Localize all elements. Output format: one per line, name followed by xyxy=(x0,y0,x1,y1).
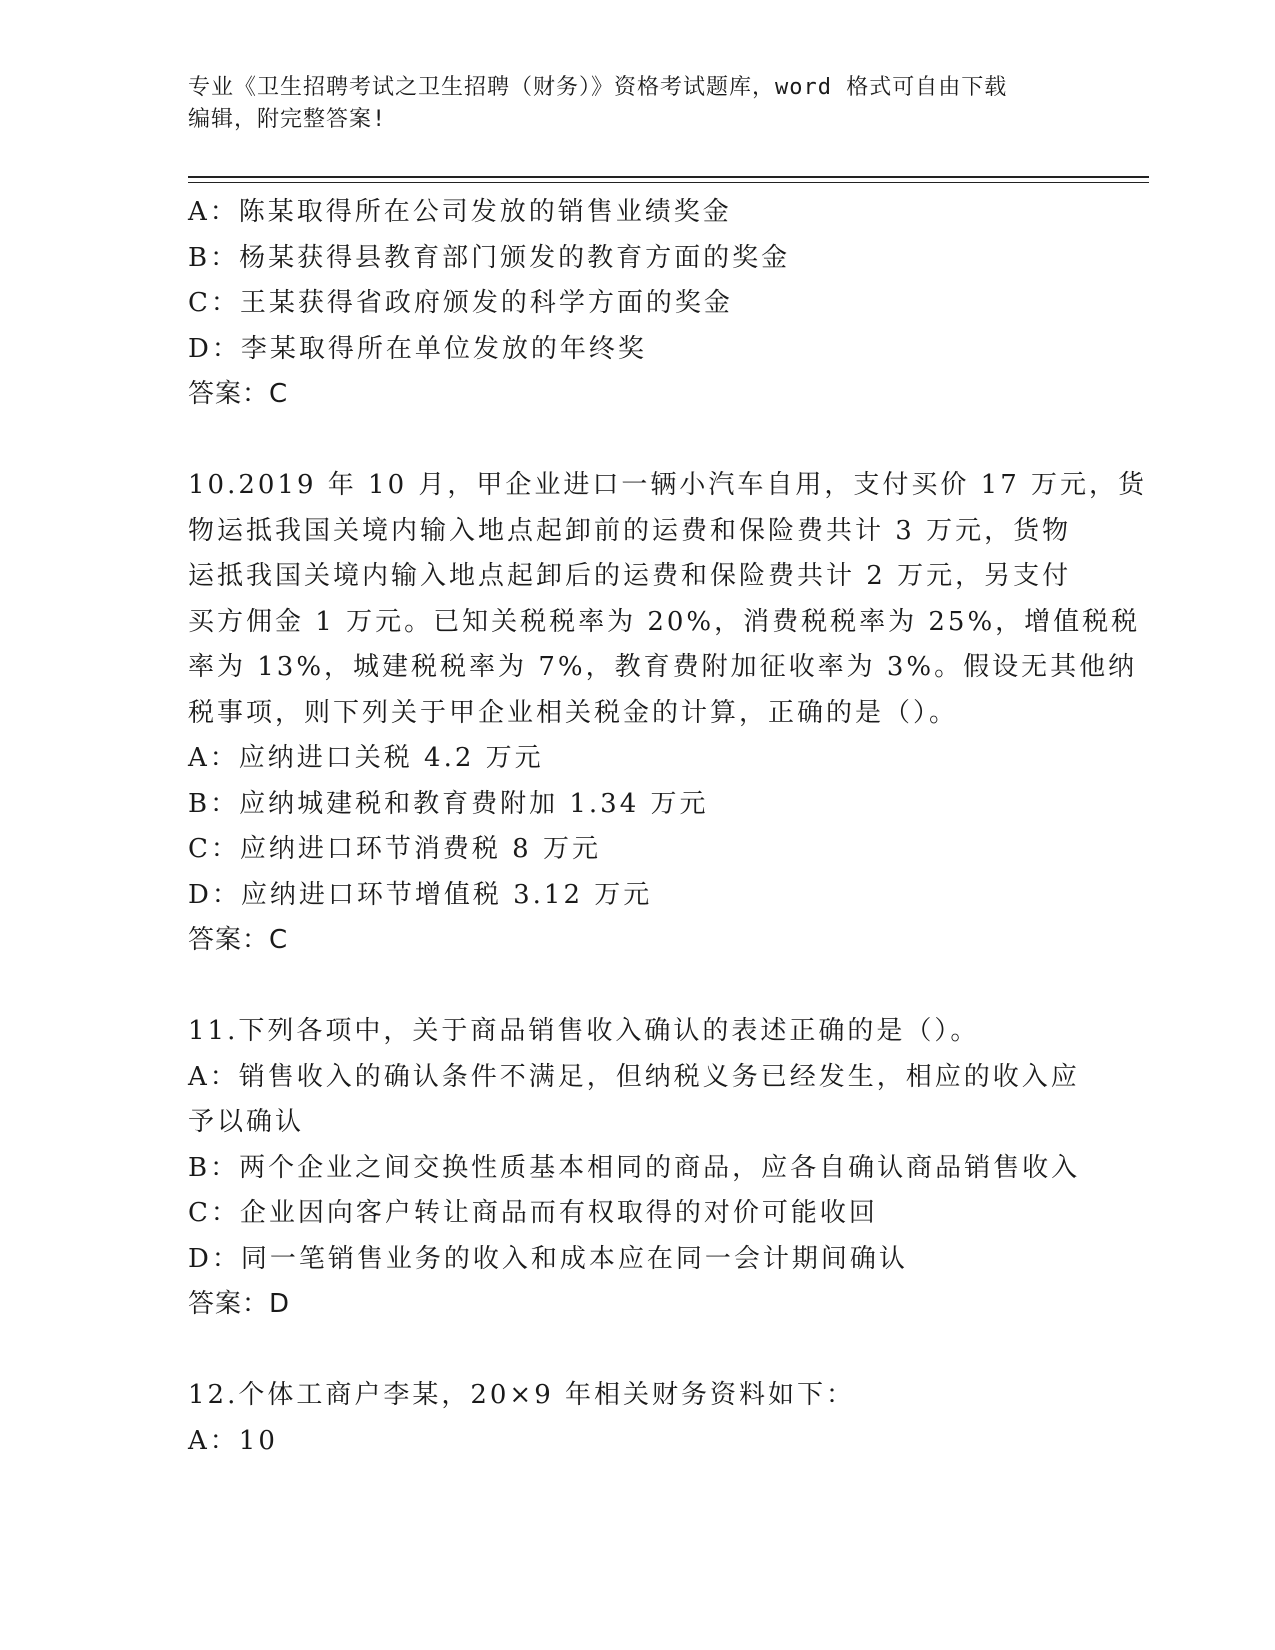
answer: 答案：C xyxy=(188,925,289,955)
question-stem-line: 物运抵我国关境内输入地点起卸前的运费和保险费共计 3 万元，货物 xyxy=(188,515,1072,546)
question-stem-line: 10.2019 年 10 月，甲企业进口一辆小汽车自用，支付买价 17 万元，货 xyxy=(188,470,1148,500)
question-content xyxy=(188,190,1148,1464)
header-line-2: 编辑，附完整答案! xyxy=(188,107,387,132)
question-stem-line: 运抵我国关境内输入地点起卸后的运费和保险费共计 2 万元，另支付 xyxy=(188,561,1072,591)
question-11 xyxy=(188,1009,1088,1328)
option-a: A：10 xyxy=(188,1425,278,1456)
question-stem-line: 税事项，则下列关于甲企业相关税金的计算，正确的是（）。 xyxy=(188,697,959,728)
option-d: D：同一笔销售业务的收入和成本应在同一会计期间确认 xyxy=(188,1243,908,1274)
header-line-1: 专业《卫生招聘考试之卫生招聘（财务）》资格考试题库，word 格式可自由下载 xyxy=(188,75,1008,100)
question-stem-line: 率为 13%，城建税税率为 7%，教育费附加征收率为 3%。假设无其他纳 xyxy=(188,652,1138,682)
question-12 xyxy=(188,1373,1088,1464)
question-9 xyxy=(188,190,1088,418)
option-c: C：企业因向客户转让商品而有权取得的对价可能收回 xyxy=(188,1198,878,1228)
option-b: B：杨某获得县教育部门颁发的教育方面的奖金 xyxy=(188,242,791,273)
option-d: D：李某取得所在单位发放的年终奖 xyxy=(188,333,647,364)
option-c: C：王某获得省政府颁发的科学方面的奖金 xyxy=(188,288,733,318)
option-a: A：应纳进口关税 4.2 万元 xyxy=(188,743,544,773)
answer: 答案：C xyxy=(188,379,289,409)
question-stem: 12.个体工商户李某，20×9 年相关财务资料如下： xyxy=(188,1380,856,1410)
option-b: B：应纳城建税和教育费附加 1.34 万元 xyxy=(188,788,709,819)
answer: 答案：D xyxy=(188,1289,291,1319)
option-a: A：陈某取得所在公司发放的销售业绩奖金 xyxy=(188,197,732,227)
option-a-continued: 予以确认 xyxy=(188,1107,305,1137)
option-b: B：两个企业之间交换性质基本相同的商品，应各自确认商品销售收入 xyxy=(188,1152,1081,1183)
header-divider-thin xyxy=(188,182,1149,183)
option-a: A：销售收入的确认条件不满足，但纳税义务已经发生，相应的收入应 xyxy=(188,1061,1080,1092)
question-10 xyxy=(188,463,1148,964)
question-stem: 11.下列各项中，关于商品销售收入确认的表述正确的是（）。 xyxy=(188,1016,980,1046)
document-header xyxy=(188,72,1088,136)
option-c: C：应纳进口环节消费税 8 万元 xyxy=(188,834,601,864)
header-divider-thick xyxy=(188,176,1149,178)
question-stem-line: 买方佣金 1 万元。已知关税税率为 20%，消费税税率为 25%，增值税税 xyxy=(188,606,1141,637)
option-d: D：应纳进口环节增值税 3.12 万元 xyxy=(188,879,653,910)
